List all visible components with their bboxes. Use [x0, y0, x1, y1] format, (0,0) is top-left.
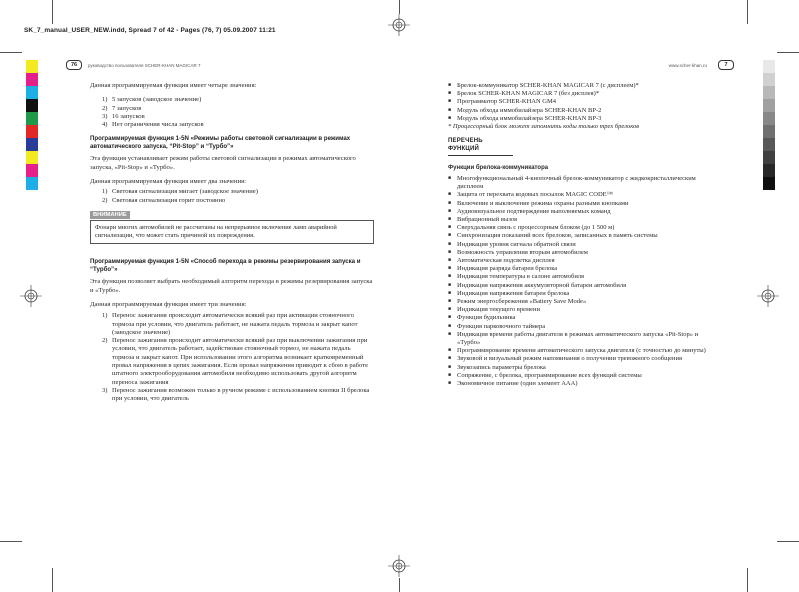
feature-item: ■ Многофункциональный 4-кнопочный брелок-коммуникатор с жидкокристаллическим дисплеем — [448, 175, 720, 191]
crop-mark-bottom-left — [52, 568, 53, 592]
feature-item: ■ Экономичное питание (один элемент AAA) — [448, 380, 720, 388]
paragraph: Данная программируемая функция имеет три значения: — [90, 300, 247, 308]
feature-item: ■ Сверхдальняя связь с процессорным блоком (до 1 500 м) — [448, 224, 720, 232]
crop-mark-top-left — [52, 0, 53, 24]
feature-item: ■ Защита от перехвата кодовых посылок MAGIC CODE™ — [448, 191, 720, 199]
feature-item: ■ Синхронизация показаний всех брелоков, записанных в память системы — [448, 232, 720, 240]
list-item: ■ Программатор SCHER-KHAN GM4 — [448, 98, 720, 106]
list-item: ■ Модуль обхода иммобилайзера SCHER-KHAN BP-3 — [448, 115, 720, 123]
warning-box: Фонари многих автомобилей не рассчитаны на непрерывное включение ламп аварийной сигнализации, что может стать причиной их повреждения. — [90, 220, 374, 244]
section-heading: Программируемая функция 1-5N «Режимы работы световой сигнализации в режимах автоматического запуска, “Pit-Stop” и “Турбо”» — [90, 135, 351, 151]
feature-item: ■ Индикация разряда батареи брелока — [448, 265, 720, 273]
feature-item: ■ Сопряжение, с брелока, программирование всех функций системы — [448, 372, 720, 380]
list-item: 2) Световая сигнализация горит постоянно — [102, 196, 226, 204]
section-heading: Программируемая функция 1-5N «Способ перехода в режимы резервирования запуска и “Турбо”» — [90, 258, 361, 274]
list-item: 2) Перенос зажигания происходит автоматически всякий раз при выключении зажигания при условии, что двигатель работает, задействован стояночный тормоз, не нажата педаль тормоза и закрыт капот. При использовании этого алгоритма возникает кратковременный провал напряжения в цепях зажигания. Если провал напряжения приводит к сбою в работе штатного электрооборудования автомобиля необходимо использовать другой алгоритм переноса зажигания — [102, 337, 369, 386]
crop-mark-left-bottom — [0, 541, 22, 542]
feature-item: ■ Индикация напряжения аккумуляторной батареи автомобиля — [448, 282, 720, 290]
paragraph: Данная программируемая функция имеет два значения: — [90, 178, 246, 186]
gray-swatch — [763, 86, 775, 99]
crop-mark-bottom-center — [399, 578, 400, 592]
right-column — [448, 82, 720, 388]
feature-item: ■ Индикация напряжения батареи брелока — [448, 290, 720, 298]
color-swatch — [26, 112, 38, 125]
gray-swatch — [763, 112, 775, 125]
paragraph: Эта функция позволяет выбрать необходимый алгоритм перехода в режимы резервирования запуска и «Турбо». — [90, 278, 373, 294]
feature-item: ■ Индикация времени работы двигателя в режимах автоматического запуска «Pit-Stop» и «Турбо» — [448, 331, 720, 347]
crop-mark-bottom-right — [747, 568, 748, 592]
list-item: ■ Брелок-коммуникатор SCHER-KHAN MAGICAR 7 (с дисплеем)* — [448, 82, 720, 90]
registration-mark-top-icon — [388, 14, 410, 36]
color-swatch — [26, 99, 38, 112]
gray-swatch — [763, 138, 775, 151]
intro-paragraph: Данная программируемая функция имеет четыре значения: — [90, 82, 257, 89]
left-running-title: руководство пользователя SCHER-KHAN MAGICAR 7 — [88, 63, 201, 68]
crop-mark-left-top — [0, 52, 22, 53]
color-swatch — [26, 73, 38, 86]
color-calibration-bar — [26, 60, 38, 190]
crop-mark-right-bottom — [777, 541, 799, 542]
list-item: ■ Модуль обхода иммобилайзера SCHER-KHAN BP-2 — [448, 107, 720, 115]
count-values-list — [90, 96, 374, 129]
feature-item: ■ Звукозапись параметры брелока — [448, 364, 720, 372]
crop-mark-right-top — [777, 52, 799, 53]
feature-item: ■ Функция будильника — [448, 314, 720, 322]
features-list — [448, 175, 720, 388]
gray-swatch — [763, 125, 775, 138]
registration-mark-right-icon — [757, 285, 779, 307]
color-swatch — [26, 177, 38, 190]
gray-swatch — [763, 73, 775, 86]
paragraph: Эта функция устанавливает режим работы световой сигнализации в режимах автоматического запуска, «Pit-Stop» и «Турбо». — [90, 155, 356, 171]
feature-item: ■ Режим энергосбережения «Battery Save Mode» — [448, 298, 720, 306]
list-item: 4) Нет ограничения числа запусков — [102, 121, 204, 129]
feature-item: ■ Автоматическая подсветка дисплея — [448, 257, 720, 265]
feature-item: ■ Аудиовизуальное подтверждение выполняемых команд — [448, 208, 720, 216]
warning-title: ВНИМАНИЕ — [90, 211, 130, 219]
registration-mark-bottom-icon — [388, 555, 410, 577]
feature-item: ■ Индикация уровня сигнала обратной связи — [448, 241, 720, 249]
list-item: ■ Брелок SCHER-KHAN MAGICAR 7 (без дисплея)* — [448, 90, 720, 98]
feature-item: ■ Вибрационный вызов — [448, 216, 720, 224]
ignition-transfer-list — [90, 312, 374, 403]
color-swatch — [26, 151, 38, 164]
feature-item: ■ Индикация температуры в салоне автомобиля — [448, 273, 720, 281]
gray-swatch — [763, 60, 775, 73]
list-item: 1) Световая сигнализация мигает (заводское значение) — [102, 188, 258, 196]
list-item: 1) Перенос зажигания происходит автоматически всякий раз при активации стояночного тормоза при условии, что двигатель работает, не нажата педаль тормоза и закрыт капот (заводское значение) — [102, 312, 358, 336]
list-item: 2) 7 запусков — [102, 104, 142, 112]
registration-mark-left-icon — [20, 285, 42, 307]
feature-item: ■ Индикация текущего времени — [448, 306, 720, 314]
crop-mark-top-right — [747, 0, 748, 24]
left-column — [90, 82, 374, 410]
right-page-number: 7 — [718, 60, 734, 70]
light-mode-list — [90, 188, 374, 205]
gray-swatch — [763, 177, 775, 190]
color-swatch — [26, 125, 38, 138]
feature-item: ■ Звуковой и визуальный режим напоминания о получении тревожного сообщения — [448, 355, 720, 363]
file-slug: SK_7_manual_USER_NEW.indd, Spread 7 of 42 - Pages (76, 7) 05.09.2007 11:21 — [24, 27, 276, 34]
gray-swatch — [763, 164, 775, 177]
right-running-title: www.scher-khan.ru — [668, 63, 707, 68]
crop-mark-top-center — [399, 0, 400, 14]
components-list — [448, 82, 720, 123]
list-item: 3) Перенос зажигания возможен только в ручном режиме с использованием кнопки II брелока при условии, что двигатель — [102, 386, 370, 403]
feature-item: ■ Включение и выключение режима охраны разными кнопками — [448, 200, 720, 208]
gray-swatch — [763, 151, 775, 164]
gray-swatch — [763, 99, 775, 112]
section-title: ПЕРЕЧЕНЬ ФУНКЦИЙ — [448, 137, 513, 156]
color-swatch — [26, 60, 38, 73]
color-swatch — [26, 86, 38, 99]
color-swatch — [26, 164, 38, 177]
list-item: 3) 16 запусков — [102, 112, 145, 120]
list-item: 1) 5 запусков (заводское значение) — [102, 96, 202, 104]
feature-item: ■ Программирование времени автоматического запуска двигателя (с точностью до минуты) — [448, 347, 720, 355]
footnote: * Процессорный блок может запомнить коды только трех брелоков — [448, 123, 640, 131]
left-page-number: 76 — [66, 60, 82, 70]
grayscale-calibration-bar — [763, 60, 775, 190]
color-swatch — [26, 138, 38, 151]
subsection-title: Функции брелока-коммуникатора — [448, 164, 549, 171]
feature-item: ■ Функция парковочного таймера — [448, 323, 720, 331]
feature-item: ■ Возможность управления вторым автомобилем — [448, 249, 720, 257]
